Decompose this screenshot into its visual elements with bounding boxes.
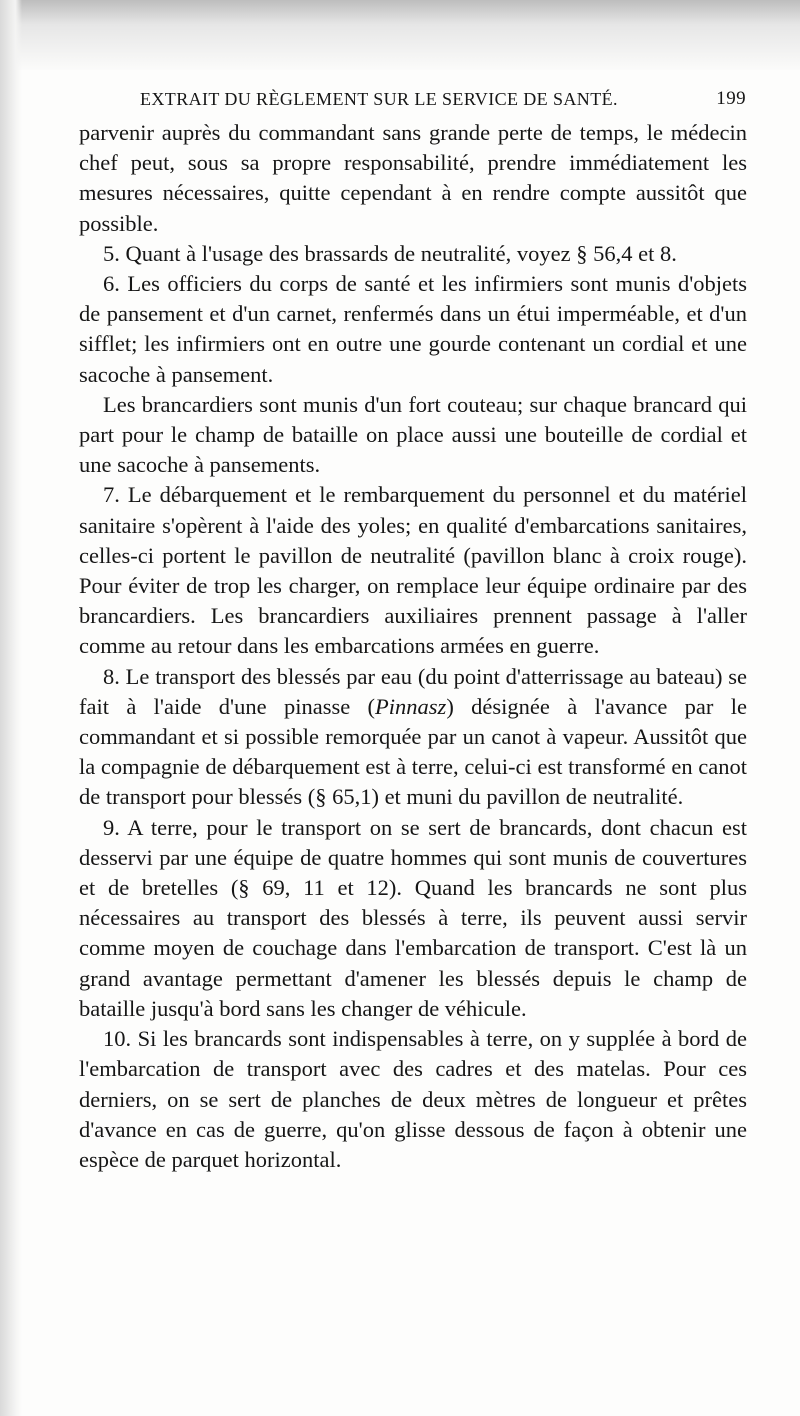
- scan-gutter-shadow: [0, 0, 22, 1416]
- paragraph-6-brancardiers: Les brancardiers sont munis d'un fort couteau; sur chaque brancard qui part pour le champ de bataille on place aussi une bouteille de cordial et une sacoche à pansements.: [79, 391, 747, 478]
- paragraph-5: 5. Quant à l'usage des brassards de neutralité, voyez § 56,4 et 8.: [103, 240, 677, 266]
- running-head: [140, 86, 746, 112]
- paragraph-8-after: ) désignée à l'avance par le commandant et si possible remorquée par un canot à vapeur. Aussitôt que la compagnie de débarquement est à terre, celui-ci est transformé en canot de transport pour blessés (§ 65,1) et muni du pavillon de neutralité.: [79, 693, 747, 810]
- paragraph-continuation: parvenir auprès du commandant sans grande perte de temps, le médecin chef peut, sous sa propre responsabilité, prendre immédiatement les mesures nécessaires, quitte cependant à en rendre compte aussitôt que possible.: [79, 120, 747, 236]
- paragraph-9: 9. A terre, pour le transport on se sert de brancards, dont chacun est desservi par une équipe de quatre hommes qui sont munis de couvertures et de bretelles (§ 69, 11 et 12). Quand les brancards ne sont plus nécessaires au transport des blessés à terre, ils peuvent aussi servir comme moyen de couchage dans l'embarcation de transport. C'est là un grand avantage permettant d'amener les blessés depuis le champ de bataille jusqu'à bord sans les changer de véhicule.: [79, 814, 747, 1021]
- paragraph-7: 7. Le débarquement et le rembarquement du personnel et du matériel sanitaire s'opèrent à l'aide des yoles; en qualité d'embarcations sanitaires, celles-ci portent le pavillon de neutralité (pavillon blanc à croix rouge). Pour éviter de trop les charger, on remplace leur équipe ordinaire par des brancardiers. Les brancardiers auxiliaires prennent passage à l'aller comme au retour dans les embarcations armées en guerre.: [79, 482, 747, 659]
- paragraph-8-italic-term: Pinnasz: [375, 693, 447, 719]
- scan-top-shadow: [0, 0, 800, 70]
- paragraph-10: 10. Si les brancards sont indispensables à terre, on y supplée à bord de l'embarcation de transport avec des cadres et des matelas. Pour ces derniers, on se sert de planches de deux mètres de longueur et prêtes d'avance en cas de guerre, qu'on glisse dessous de façon à obtenir une espèce de parquet horizontal.: [79, 1026, 747, 1172]
- paragraph-8: [79, 662, 747, 813]
- paragraph-6: 6. Les officiers du corps de santé et les infirmiers sont munis d'objets de pansement et d'un carnet, renfermés dans un étui imperméable, et d'un sifflet; les infirmiers ont en outre une gourde contenant un cordial et une sacoche à pansement.: [79, 271, 747, 387]
- page-number: 199: [716, 88, 746, 109]
- running-title: EXTRAIT DU RÈGLEMENT SUR LE SERVICE DE SANTÉ.: [140, 89, 618, 109]
- body-text: [79, 118, 747, 1175]
- paragraph-8-before: 8. Le transport des blessés par eau (du point d'atterrissage au bateau) se fait à l'aide d'une pinasse (: [79, 663, 747, 719]
